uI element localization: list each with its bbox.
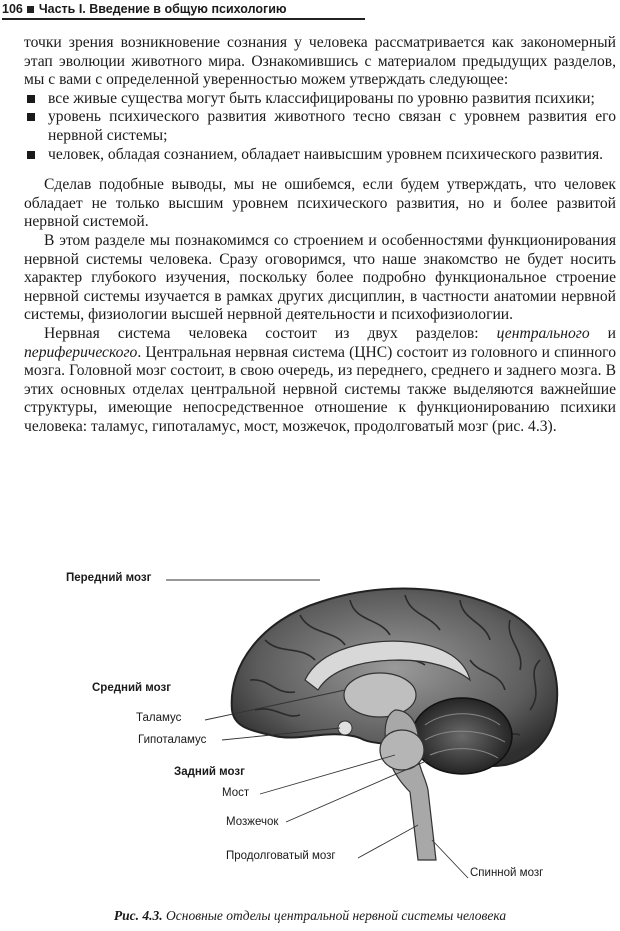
label-midbrain: Средний мозг: [92, 682, 172, 694]
label-medulla: Продолговатый мозг: [226, 850, 336, 862]
caption-text: Основные отделы центральной нервной системы человека: [162, 908, 507, 923]
list-item: [24, 146, 616, 165]
brain-illustration: [0, 560, 620, 900]
square-bullet-icon: [27, 6, 34, 13]
pons-shape: [380, 730, 424, 770]
label-spinal-cord: Спинной мозг: [470, 867, 544, 879]
list-item-text: человек, обладая сознанием, обладает наивысшим уровнем психического развития.: [48, 145, 604, 163]
paragraph-1: точки зрения возникновение сознания у человека рассматривается как закономерный этап эволюции животного мира. Ознакомившись с материалом предыдущих разделов, мы с вами с определенной уверенностью можем утверждать следующее:: [24, 34, 616, 89]
label-thalamus: Таламус: [136, 712, 182, 724]
label-hypothalamus: Гипоталамус: [138, 734, 207, 746]
header-rule: [2, 18, 365, 20]
label-hindbrain: Задний мозг: [174, 766, 245, 778]
p4-text-b: и: [589, 324, 617, 342]
caption-number: Рис. 4.3.: [113, 908, 163, 923]
square-bullet-icon: [27, 95, 35, 103]
brain-figure: [0, 560, 620, 900]
p4-text-a: Нервная система человека состоит из двух разделов:: [44, 324, 497, 342]
hypothalamus-shape: [338, 721, 352, 735]
list-item: [24, 90, 616, 109]
p4-text-c: . Центральная нервная система (ЦНС) состоит из головного и спинного мозга. Головной мозг состоит, в свою очередь, из переднего, среднего и заднего мозга. В этих основных отделах центральной нервной системы также выделяются важнейшие структуры, имеющие непосредственное отношение к функционированию психики человека: таламус, гипоталамус, мост, мозжечок, продолговатый мозг (рис. 4.3).: [24, 343, 616, 435]
paragraph-4: [24, 325, 616, 437]
cerebellum-shape: [412, 698, 512, 774]
label-pons: Мост: [222, 787, 250, 799]
paragraph-2: Сделав подобные выводы, мы не ошибемся, если будем утверждать, что человек обладает не только высшим уровнем психического развития, но и более развитой нервной системой.: [24, 176, 616, 231]
list-item-text: все живые существа могут быть классифицированы по уровню развития психики;: [48, 89, 595, 107]
square-bullet-icon: [27, 113, 35, 121]
list-item-text: уровень психического развития животного тесно связан с уровнем развития его нервной системы;: [48, 108, 616, 144]
label-forebrain: Передний мозг: [66, 572, 152, 584]
square-bullet-icon: [27, 151, 35, 159]
figure-caption: [0, 908, 620, 924]
body-text: [24, 34, 616, 436]
p4-emphasis-peripheral: периферического: [24, 343, 138, 361]
list-item: [24, 108, 616, 145]
thalamus-shape: [344, 673, 416, 717]
bullet-list: [24, 90, 616, 164]
page-number: 106: [2, 2, 23, 16]
label-cerebellum: Мозжечок: [226, 816, 279, 828]
paragraph-3: В этом разделе мы познакомимся со строением и особенностями функционирования нервной системы человека. Сразу оговоримся, что наше знакомство не будет носить характер глубокого изучения, поскольку более подробно функциональное строение нервной системы изучается в рамках других дисциплин, в частности анатомии нервной системы, физиологии высшей нервной деятельности и психофизиологии.: [24, 231, 616, 324]
p4-emphasis-central: центрального: [496, 324, 590, 342]
running-header: [2, 1, 620, 20]
running-title: Часть I. Введение в общую психологию: [38, 2, 287, 16]
